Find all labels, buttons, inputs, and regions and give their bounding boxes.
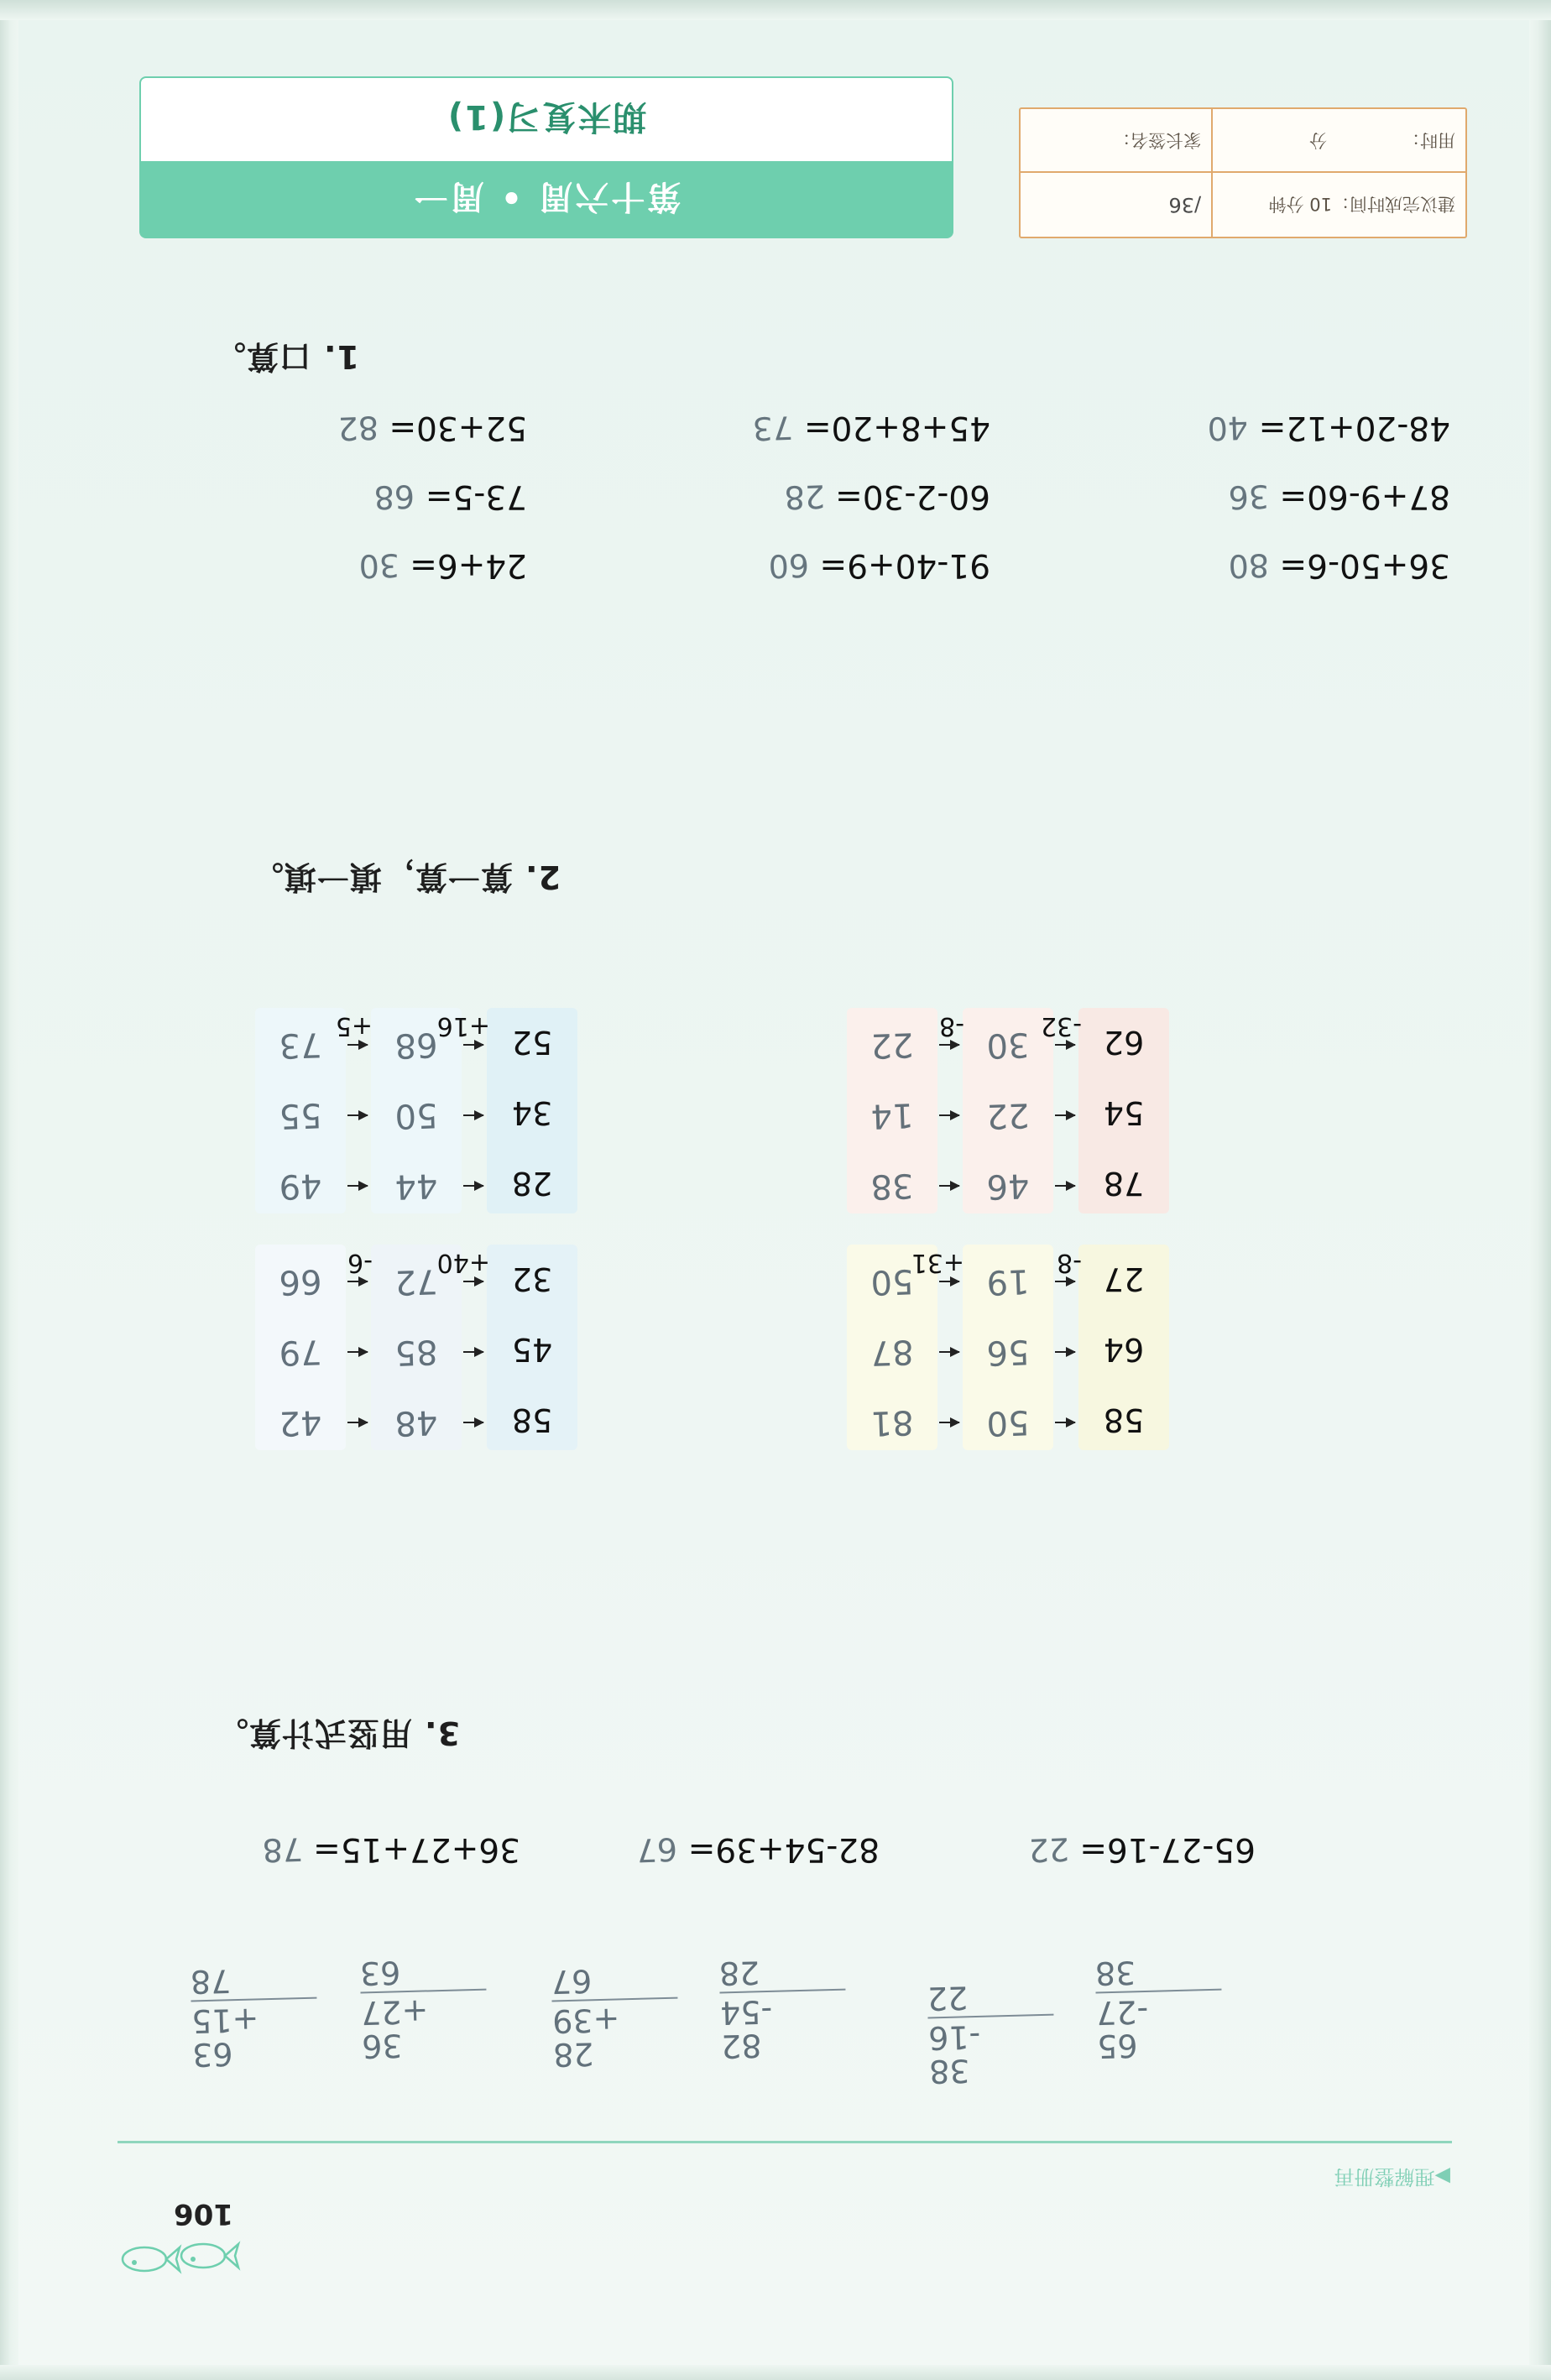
chain-b-end-1: 87 [870,1332,915,1372]
chain-block-d [846,1008,1169,1213]
lesson-title-label: 期末复习(1) [446,97,647,136]
section-heading-2: 2. 算一算，填一填。 [250,859,561,895]
chain-b-op-1: +31 [911,1248,964,1277]
chain-b-end-2: 50 [870,1261,915,1302]
chain-a-start-1: 45 [511,1331,553,1368]
week-banner-label: 第十六周 • 周一 [411,177,682,217]
oral-item-0-0: 24+6= 30 [358,546,527,585]
oral-answer-1-2: 73 [752,409,795,447]
chain-a-op-0: +40 [436,1248,490,1277]
chain-a-mid-0: 48 [394,1402,439,1443]
score-box [1019,107,1467,238]
chain-c-mid-2: 68 [394,1025,439,1065]
chain-b-arrow-2 [1055,1281,1075,1282]
chain-c-end-1: 55 [278,1095,323,1135]
oral-item-2-1: 87+9-60= 36 [1227,478,1450,516]
oral-answer-2-0: 80 [1227,546,1270,585]
chain-c-start-1: 34 [511,1094,553,1131]
chain-a-end-2: 66 [278,1261,323,1302]
chain-c-end-0: 49 [278,1166,323,1206]
parent-signature-label: 家长签名： [1113,130,1202,150]
oral-item-1-0: 91-40+9= 60 [767,546,990,585]
chain-a-op-1: -6 [347,1248,373,1277]
chain-a-mid-1: 85 [394,1332,439,1372]
chain-c-start-col [487,1008,577,1213]
score-row-bottom [1021,109,1465,173]
chain-c-arrow-4 [347,1114,368,1116]
chain-a-mid-2: 72 [394,1261,439,1302]
section-heading-3: 3. 用竖式计算。 [215,1715,460,1751]
oral-answer-0-0: 30 [358,546,400,585]
chain-a-arrow-5 [347,1281,368,1282]
chain-d-arrow-5 [939,1044,959,1046]
oral-answer-1-1: 28 [783,478,826,516]
chain-d-start-1: 54 [1103,1094,1145,1131]
chain-a-end-col [255,1245,346,1450]
chain-a-end-1: 79 [278,1332,323,1372]
chain-b-mid-2: 19 [985,1261,1031,1302]
chain-b-end-0: 81 [870,1402,915,1443]
paper-edge-top [0,2365,1551,2380]
chain-d-end-col [847,1008,937,1213]
minute-unit-label: 分 [1309,130,1327,150]
chain-b-mid-col [963,1245,1053,1450]
chain-a-arrow-1 [463,1351,483,1353]
chain-a-start-col [487,1245,577,1450]
chain-d-end-2: 22 [870,1025,915,1065]
lesson-header-band [139,75,953,238]
suggested-time-label: 建议完成时间：10 分钟 [1211,173,1465,237]
chain-d-mid-col [963,1008,1053,1213]
chain-d-end-1: 14 [870,1095,915,1135]
chain-d-start-0: 78 [1103,1165,1145,1202]
chain-block-c [254,1008,577,1213]
oral-item-1-2: 45+8+20= 73 [752,409,990,447]
oral-item-0-2: 52+30= 82 [337,409,527,447]
chain-b-mid-1: 56 [985,1332,1031,1372]
chain-c-start-2: 52 [511,1024,553,1061]
oral-answer-0-2: 82 [337,409,379,447]
column-problem-question-0: 36+27+15= 78 [261,1830,520,1869]
column-problem-question-1: 82-54+39= 67 [636,1830,880,1869]
header-divider [118,2141,1452,2143]
score-value: /36 [1168,193,1202,217]
oral-answer-2-2: 40 [1207,409,1250,447]
chain-d-end-0: 38 [870,1166,915,1206]
chain-b-arrow-1 [1055,1351,1075,1353]
chain-c-mid-0: 44 [394,1166,439,1206]
chain-c-start-0: 28 [511,1165,553,1202]
chain-d-op-1: -8 [939,1011,964,1041]
chain-a-arrow-3 [347,1422,368,1423]
parent-signature-field[interactable] [1021,109,1211,173]
chain-b-arrow-5 [939,1281,959,1282]
chain-d-arrow-4 [939,1114,959,1116]
column-problem-answer-0: 78 [261,1830,304,1869]
oral-item-0-1: 73-5= 68 [373,478,527,516]
oral-item-1-1: 60-2-30= 28 [783,478,990,516]
chain-b-arrow-4 [939,1351,959,1353]
column-problem-question-2: 65-27-16= 22 [1027,1830,1256,1869]
oral-answer-1-0: 60 [767,546,810,585]
chain-c-end-col [255,1008,346,1213]
column-problem-answer-1: 67 [636,1830,679,1869]
column-problem-work-1a: 82 -54 28 [718,1953,880,2064]
chain-a-arrow-4 [347,1351,368,1353]
chain-c-arrow-1 [463,1114,483,1116]
chain-a-end-0: 42 [278,1402,323,1443]
chain-b-start-1: 64 [1103,1331,1145,1368]
paper-edge-left [1529,0,1551,2380]
used-time-label: 用时： [1402,130,1455,150]
chain-b-start-2: 27 [1103,1260,1145,1297]
chain-d-op-0: -32 [1041,1011,1082,1041]
chain-b-start-0: 58 [1103,1401,1145,1438]
chain-c-op-1: +5 [335,1011,373,1041]
chain-b-op-0: -8 [1057,1248,1082,1277]
oral-arithmetic-grid [116,408,1450,584]
oral-item-2-0: 36+50-6= 80 [1227,546,1450,585]
chain-c-arrow-0 [463,1185,483,1187]
column-problem-answer-2: 22 [1027,1830,1070,1869]
oral-answer-2-1: 36 [1227,478,1270,516]
score-row-top [1021,171,1465,237]
chain-c-op-0: +16 [436,1011,490,1041]
chain-c-arrow-5 [347,1044,368,1046]
oral-item-2-2: 48-20+12= 40 [1207,409,1450,447]
page-number: 106 [174,2197,233,2231]
oral-answer-0-1: 68 [373,478,416,516]
chain-a-start-2: 32 [511,1260,553,1297]
chain-block-b [846,1245,1169,1450]
column-problem-work-1b: 28 +39 67 [551,1961,713,2072]
chain-d-arrow-2 [1055,1044,1075,1046]
paper-edge-bottom [0,0,1551,20]
chain-d-start-2: 62 [1103,1024,1145,1061]
chain-d-mid-1: 22 [985,1095,1031,1135]
chain-d-start-col [1078,1008,1169,1213]
chain-c-mid-1: 50 [394,1095,439,1135]
used-time-field[interactable] [1211,109,1465,173]
chain-d-mid-0: 46 [985,1166,1031,1206]
chain-block-a [254,1245,577,1450]
fish-icon [107,2231,242,2281]
chain-c-arrow-2 [463,1044,483,1046]
chain-d-arrow-3 [939,1185,959,1187]
chain-d-arrow-0 [1055,1185,1075,1187]
chain-a-arrow-2 [463,1281,483,1282]
section-heading-1: 1. 口算。 [212,338,359,375]
lesson-title-box [139,76,953,161]
chain-c-end-2: 73 [278,1025,323,1065]
chain-b-mid-0: 50 [985,1402,1031,1443]
column-problem-work-2a: 65 -27 38 [1094,1953,1256,2064]
paper-edge-right [0,0,18,2380]
column-problem-work-0a: 36 +27 63 [359,1953,521,2064]
chain-a-start-0: 58 [511,1401,553,1438]
chain-d-arrow-1 [1055,1114,1075,1116]
chain-d-mid-2: 30 [985,1025,1031,1065]
chain-b-arrow-0 [1055,1422,1075,1423]
chain-c-arrow-3 [347,1185,368,1187]
chain-b-start-col [1078,1245,1169,1450]
column-problem-work-2b: 38 -16 22 [927,1978,1089,2089]
page-corner-note: ▶理解整册再 [1334,2165,1450,2189]
chain-a-arrow-0 [463,1422,483,1423]
column-problem-work-0b: 63 +15 78 [190,1961,352,2072]
chain-b-arrow-3 [939,1422,959,1423]
week-banner [139,161,953,238]
